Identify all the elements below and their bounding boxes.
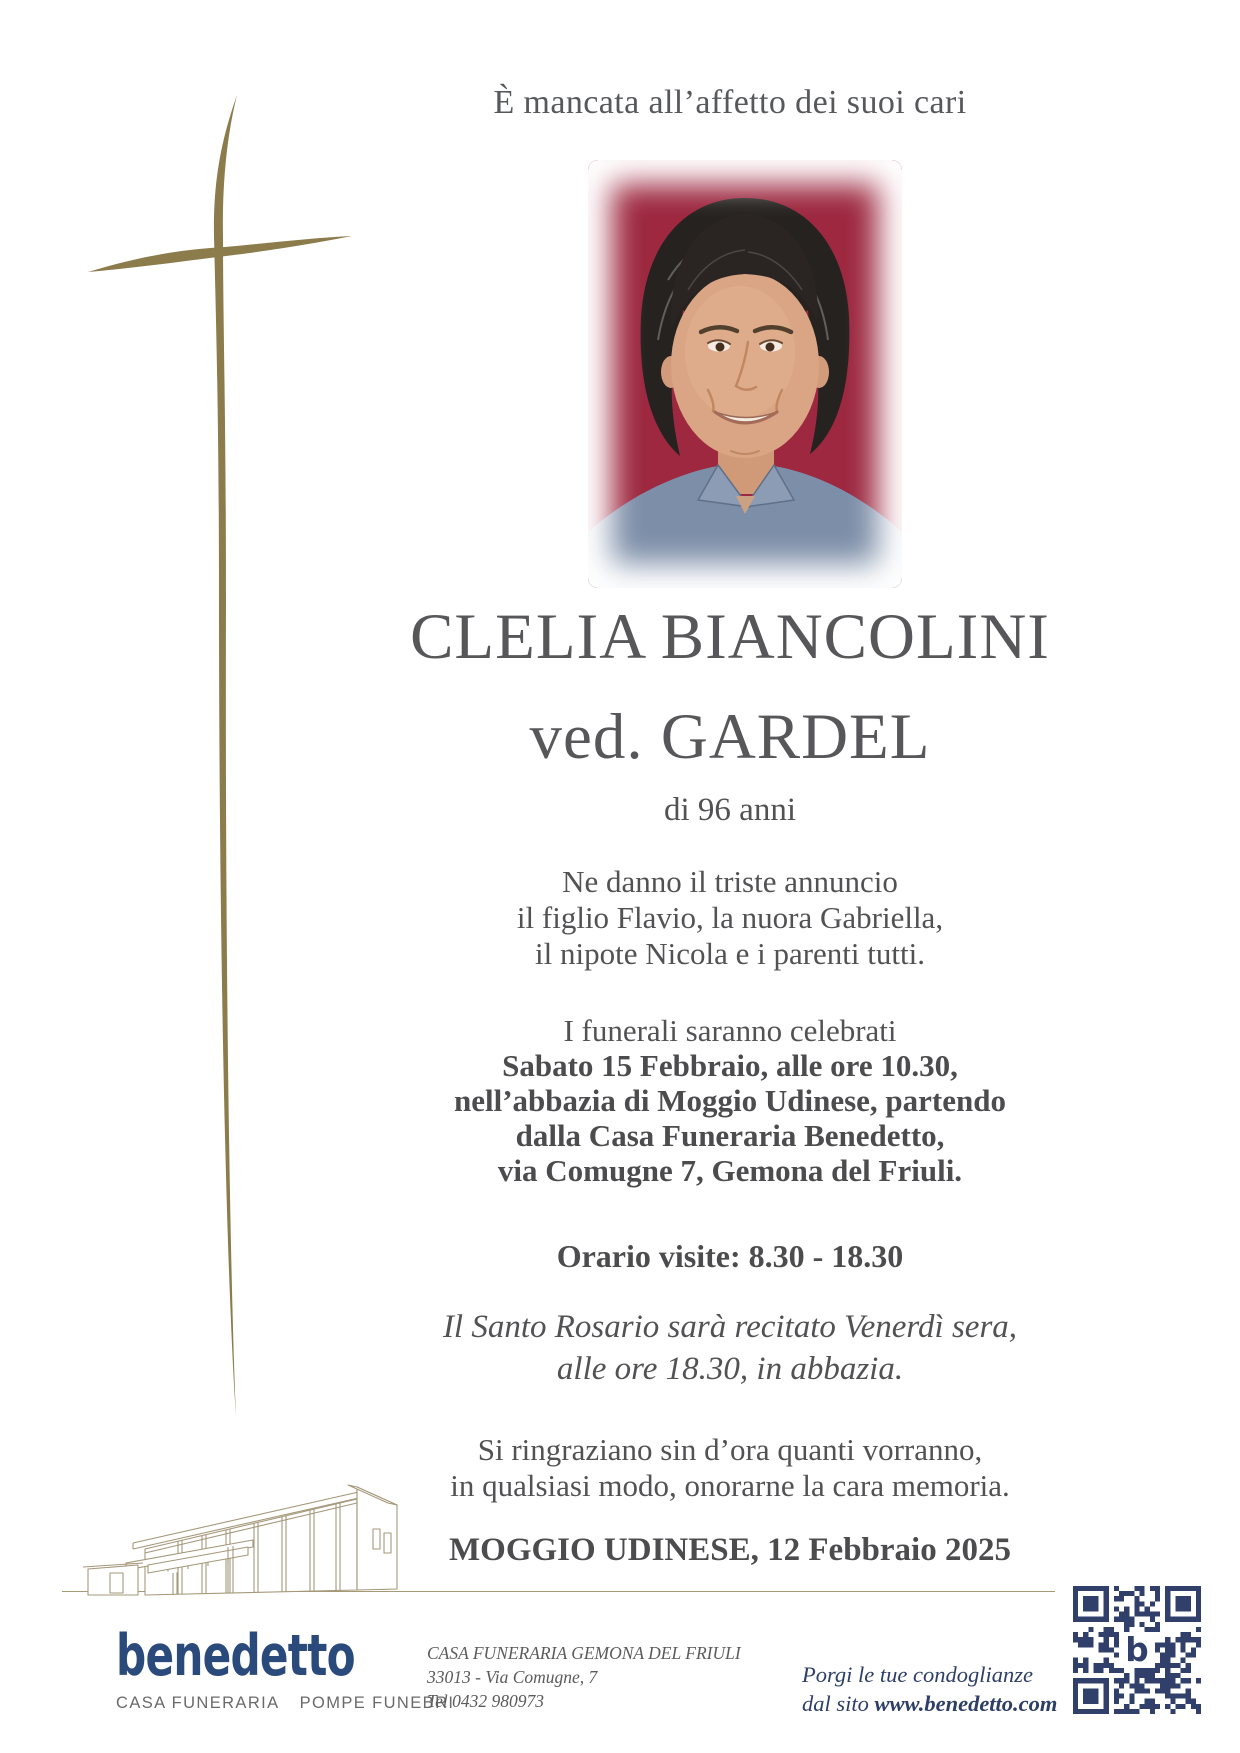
- condolences-text: [802, 1660, 1057, 1718]
- intro-line: È mancata all’affetto dei suoi cari: [493, 84, 967, 121]
- qr-code: [1073, 1586, 1201, 1714]
- announcement-line: il nipote Nicola e i parenti tutti.: [535, 936, 925, 971]
- announcement-line: il figlio Flavio, la nuora Gabriella,: [516, 900, 944, 935]
- address-phone: Tel 0432 980973: [427, 1691, 545, 1711]
- brand-tagline-left: CASA FUNERARIA: [116, 1694, 280, 1712]
- thanks-line: in qualsiasi modo, onorarne la cara memoria.: [450, 1468, 1010, 1503]
- condolences-line2-prefix: dal sito: [802, 1691, 875, 1716]
- age-line: di 96 anni: [664, 792, 796, 828]
- visiting-hours: Orario visite: 8.30 - 18.30: [556, 1238, 904, 1274]
- rosary-line: alle ore 18.30, in abbazia.: [556, 1351, 904, 1387]
- announcement-paragraph: [225, 864, 1235, 972]
- website-url: www.benedetto.com: [874, 1691, 1058, 1716]
- deceased-name: CLELIA BIANCOLINI: [410, 601, 1050, 673]
- funeral-place-line: nell’abbazia di Moggio Udinese, partendo: [453, 1083, 1006, 1118]
- address-line: CASA FUNERARIA GEMONA DEL FRIULI: [427, 1643, 741, 1663]
- widow-name-line: ved. GARDEL: [529, 701, 931, 773]
- dateline: MOGGIO UDINESE, 12 Febbraio 2025: [449, 1532, 1011, 1568]
- thanks-line: Si ringraziano sin d’ora quanti vorranno,: [477, 1432, 983, 1467]
- funeral-home-address: [427, 1641, 741, 1713]
- rosary-paragraph: [225, 1306, 1235, 1390]
- brand-logo: benedetto: [116, 1623, 355, 1689]
- funeral-details-paragraph: [225, 1013, 1235, 1188]
- condolences-line1: Porgi le tue condoglianze: [802, 1662, 1033, 1687]
- address-line: 33013 - Via Comugne, 7: [427, 1667, 598, 1687]
- funeral-intro-line: I funerali saranno celebrati: [563, 1013, 897, 1048]
- funeral-date-line: Sabato 15 Febbraio, alle ore 10.30,: [502, 1048, 958, 1083]
- brand-tagline-right: POMPE FUNEBRI: [299, 1694, 455, 1712]
- funeral-home-illustration: [78, 1477, 400, 1596]
- rosary-line: Il Santo Rosario sarà recitato Venerdì sera,: [442, 1309, 1018, 1345]
- funeral-home-line: dalla Casa Funeraria Benedetto,: [515, 1118, 945, 1153]
- qr-center-letter: b: [1125, 1630, 1149, 1669]
- funeral-address-line: via Comugne 7, Gemona del Friuli.: [497, 1153, 963, 1188]
- condolences-line2: [802, 1689, 1057, 1718]
- brand-tagline: [116, 1694, 455, 1713]
- brand-block: [116, 1623, 455, 1713]
- portrait-photo: [588, 160, 902, 588]
- announcement-line: Ne danno il triste annuncio: [562, 864, 898, 899]
